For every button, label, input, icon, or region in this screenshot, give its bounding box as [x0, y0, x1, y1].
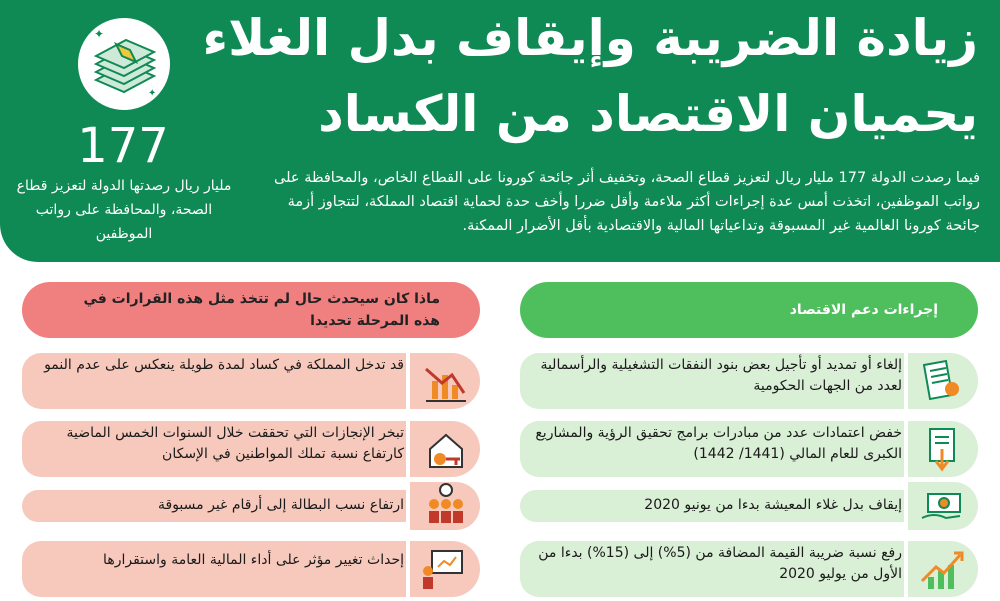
house-key-icon [410, 421, 480, 477]
support-heading-text: إجراءات دعم الاقتصاد [789, 302, 938, 318]
support-item-text: إلغاء أو تمديد أو تأجيل بعض بنود النفقات التشغيلية والرأسمالية لعدد من الجهات الحكومية [540, 357, 902, 394]
consequences-heading [22, 282, 480, 338]
svg-text:✦: ✦ [148, 88, 157, 99]
down-arrow-document-icon [908, 421, 978, 477]
title-line-1: زيادة الضريبة وإيقاف بدل الغلاء [202, 9, 978, 67]
support-heading [520, 282, 978, 338]
declining-chart-icon [410, 353, 480, 409]
stat-description: مليار ريال رصدتها الدولة لتعزيز قطاع الصحة، والمحافظة على رواتب الموظفين [16, 178, 232, 242]
header-banner [0, 0, 1000, 262]
people-icon [410, 482, 480, 530]
growth-chart-icon [908, 541, 978, 597]
money-stack-icon [78, 18, 170, 110]
support-item-text: إيقاف بدل غلاء المعيشة بدءا من يونيو 2020 [644, 497, 902, 513]
consequence-item-text: إحداث تغيير مؤثر على أداء المالية العامة واستقرارها [103, 552, 404, 568]
svg-text:✦: ✦ [94, 27, 105, 41]
consequence-item-text: قد تدخل المملكة في كساد لمدة طويلة ينعكس على عدم النمو [44, 357, 404, 373]
presentation-icon [410, 541, 480, 597]
consequence-item-text: تبخر الإنجازات التي تحققت خلال السنوات الخمس الماضية كارتفاع نسبة تملك المواطنين في الإسكان [66, 425, 404, 462]
support-item-text: خفض اعتمادات عدد من مبادرات برامج تحقيق الرؤية والمشاريع الكبرى للعام المالي (1441/ 1442) [535, 425, 902, 462]
document-icon [908, 353, 978, 409]
cash-hand-icon [908, 482, 978, 530]
support-item-text: رفع نسبة ضريبة القيمة المضافة من (5%) إلى (15%) بدءا من الأول من يوليو 2020 [538, 545, 902, 582]
stat-number: 177 [77, 118, 169, 174]
intro-paragraph: فيما رصدت الدولة 177 مليار ريال لتعزيز قطاع الصحة، وتخفيف أثر جائحة كورونا على القطاع الخاص، والمحافظة على رواتب الموظفين، اتخذت أمس عدة إجراءات أكثر ملاءمة وأقل ضررا وأخف حدة لحماية اقتصاد المملكة، لتتجاوز أزمة جائحة كورونا العالمية غير المسبوقة وتداعياتها المالية والاقتصادية بأقل الأضرار الممكنة. [274, 170, 980, 234]
consequence-item-text: ارتفاع نسب البطالة إلى أرقام غير مسبوقة [158, 497, 404, 513]
title-line-2: يحميان الاقتصاد من الكساد [318, 85, 978, 143]
consequences-heading-text: ماذا كان سيحدث حال لم تتخذ مثل هذه القرارات في هذه المرحلة تحديدا [83, 291, 440, 329]
